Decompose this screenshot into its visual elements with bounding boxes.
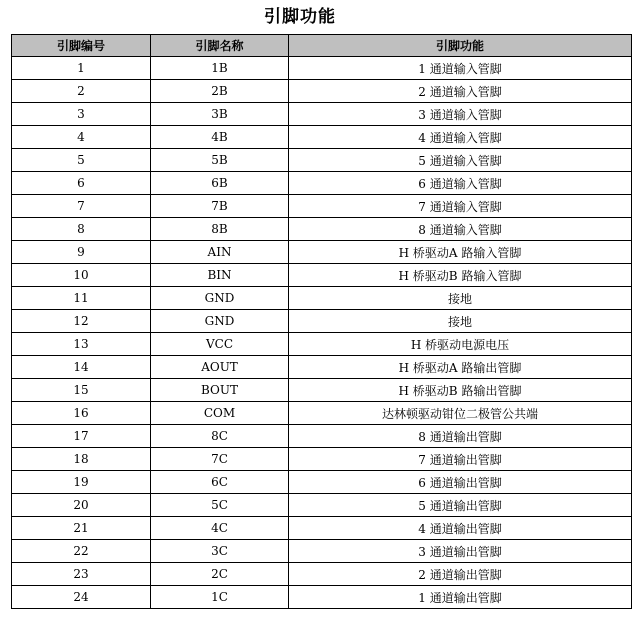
pin-number-cell: 7 <box>12 195 151 218</box>
header-pin-name: 引脚名称 <box>151 35 289 57</box>
pin-number-cell: 8 <box>12 218 151 241</box>
pin-function-cell: 6 通道输出管脚 <box>289 471 632 494</box>
table-row <box>12 333 632 356</box>
pin-name-cell: 1B <box>151 57 289 80</box>
pin-number-cell: 4 <box>12 126 151 149</box>
table-row <box>12 448 632 471</box>
pin-number-cell: 11 <box>12 287 151 310</box>
pin-number-cell: 13 <box>12 333 151 356</box>
pin-function-cell: 3 通道输入管脚 <box>289 103 632 126</box>
table-row <box>12 540 632 563</box>
pin-number-cell: 24 <box>12 586 151 609</box>
pin-number-cell: 9 <box>12 241 151 264</box>
table-row <box>12 425 632 448</box>
pin-name-cell: 2C <box>151 563 289 586</box>
pin-function-cell: 7 通道输出管脚 <box>289 448 632 471</box>
pin-name-cell: BOUT <box>151 379 289 402</box>
table-row <box>12 80 632 103</box>
pin-function-cell: H 桥驱动电源电压 <box>289 333 632 356</box>
pin-number-cell: 14 <box>12 356 151 379</box>
pin-name-cell: GND <box>151 310 289 333</box>
pin-function-cell: 6 通道输入管脚 <box>289 172 632 195</box>
pin-number-cell: 19 <box>12 471 151 494</box>
pin-number-cell: 18 <box>12 448 151 471</box>
pin-name-cell: GND <box>151 287 289 310</box>
pin-name-cell: 5B <box>151 149 289 172</box>
pin-function-cell: 8 通道输出管脚 <box>289 425 632 448</box>
pin-function-table <box>11 34 632 609</box>
pin-function-cell: 7 通道输入管脚 <box>289 195 632 218</box>
pin-name-cell: AIN <box>151 241 289 264</box>
header-pin-number: 引脚编号 <box>12 35 151 57</box>
pin-function-cell: 2 通道输入管脚 <box>289 80 632 103</box>
pin-name-cell: 7C <box>151 448 289 471</box>
pin-function-cell: 8 通道输入管脚 <box>289 218 632 241</box>
pin-number-cell: 15 <box>12 379 151 402</box>
pin-function-cell: 4 通道输入管脚 <box>289 126 632 149</box>
table-header-row <box>12 35 632 57</box>
pin-function-cell: H 桥驱动B 路输入管脚 <box>289 264 632 287</box>
pin-function-cell: 1 通道输出管脚 <box>289 586 632 609</box>
pin-name-cell: 5C <box>151 494 289 517</box>
pin-name-cell: 6B <box>151 172 289 195</box>
table-row <box>12 264 632 287</box>
pin-function-cell: 2 通道输出管脚 <box>289 563 632 586</box>
pin-function-cell: 达林顿驱动钳位二极管公共端 <box>289 402 632 425</box>
pin-name-cell: 3C <box>151 540 289 563</box>
pin-name-cell: BIN <box>151 264 289 287</box>
pin-name-cell: 4C <box>151 517 289 540</box>
table-row <box>12 494 632 517</box>
pin-function-cell: H 桥驱动A 路输出管脚 <box>289 356 632 379</box>
pin-number-cell: 12 <box>12 310 151 333</box>
pin-name-cell: COM <box>151 402 289 425</box>
table-row <box>12 195 632 218</box>
pin-number-cell: 17 <box>12 425 151 448</box>
table-row <box>12 172 632 195</box>
pin-function-cell: 3 通道输出管脚 <box>289 540 632 563</box>
table-row <box>12 218 632 241</box>
pin-function-cell: 5 通道输入管脚 <box>289 149 632 172</box>
pin-name-cell: 1C <box>151 586 289 609</box>
pin-name-cell: 2B <box>151 80 289 103</box>
table-row <box>12 126 632 149</box>
pin-number-cell: 1 <box>12 57 151 80</box>
pin-name-cell: 3B <box>151 103 289 126</box>
pin-number-cell: 22 <box>12 540 151 563</box>
header-pin-function: 引脚功能 <box>289 35 632 57</box>
pin-name-cell: 7B <box>151 195 289 218</box>
table-row <box>12 310 632 333</box>
table-row <box>12 149 632 172</box>
pin-name-cell: 6C <box>151 471 289 494</box>
table-row <box>12 241 632 264</box>
pin-number-cell: 5 <box>12 149 151 172</box>
page-title: 引脚功能 <box>264 7 336 27</box>
pin-number-cell: 20 <box>12 494 151 517</box>
pin-name-cell: 8B <box>151 218 289 241</box>
pin-number-cell: 23 <box>12 563 151 586</box>
table-row <box>12 586 632 609</box>
table-row <box>12 517 632 540</box>
pin-function-cell: 1 通道输入管脚 <box>289 57 632 80</box>
table-row <box>12 563 632 586</box>
pin-name-cell: 8C <box>151 425 289 448</box>
pin-function-cell: H 桥驱动A 路输入管脚 <box>289 241 632 264</box>
table-row <box>12 57 632 80</box>
pin-number-cell: 16 <box>12 402 151 425</box>
pin-name-cell: 4B <box>151 126 289 149</box>
pin-number-cell: 21 <box>12 517 151 540</box>
pin-name-cell: AOUT <box>151 356 289 379</box>
pin-name-cell: VCC <box>151 333 289 356</box>
table-row <box>12 287 632 310</box>
pin-number-cell: 3 <box>12 103 151 126</box>
pin-function-cell: 4 通道输出管脚 <box>289 517 632 540</box>
pin-function-cell: 5 通道输出管脚 <box>289 494 632 517</box>
pin-number-cell: 10 <box>12 264 151 287</box>
table-row <box>12 103 632 126</box>
table-row <box>12 402 632 425</box>
pin-number-cell: 2 <box>12 80 151 103</box>
pin-function-cell: 接地 <box>289 310 632 333</box>
table-row <box>12 471 632 494</box>
pin-function-cell: 接地 <box>289 287 632 310</box>
pin-number-cell: 6 <box>12 172 151 195</box>
table-row <box>12 379 632 402</box>
pin-function-cell: H 桥驱动B 路输出管脚 <box>289 379 632 402</box>
table-body <box>12 57 632 609</box>
table-row <box>12 356 632 379</box>
